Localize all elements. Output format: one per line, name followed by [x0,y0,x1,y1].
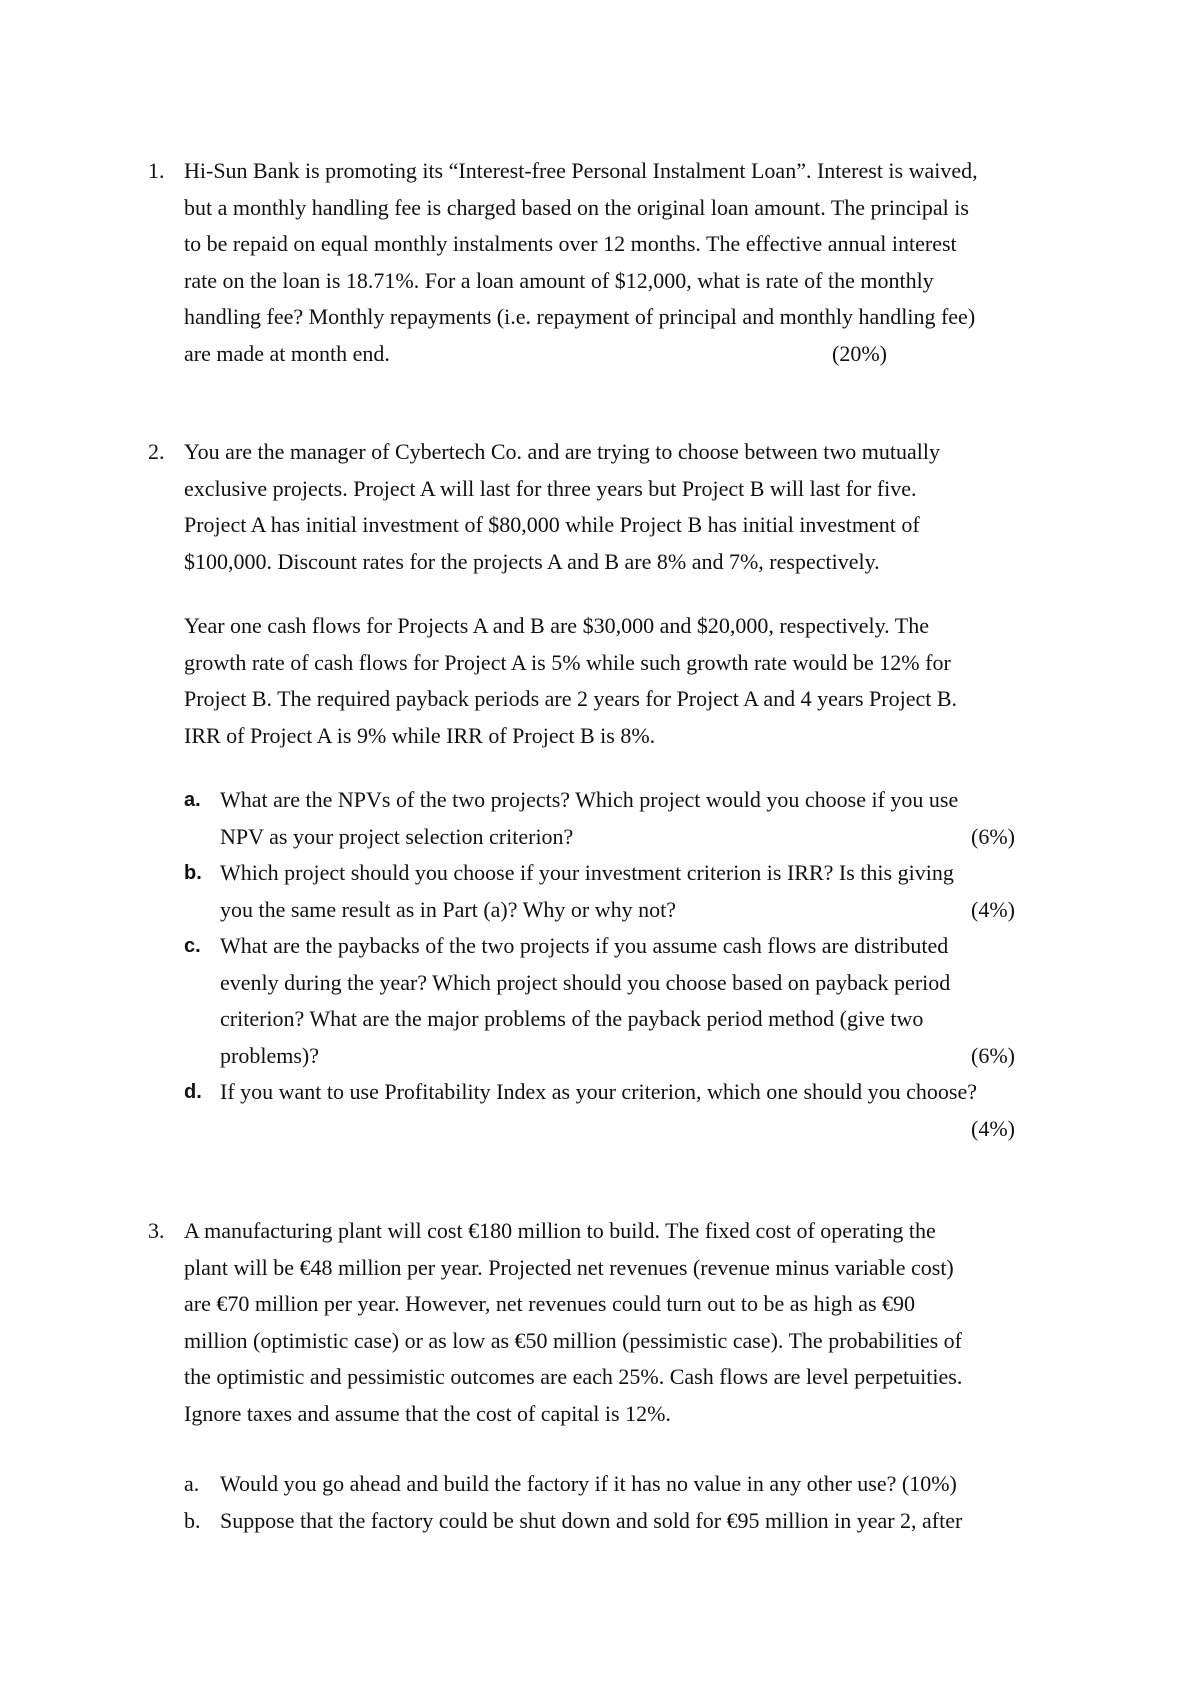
text-line: to be repaid on equal monthly instalments over 12 months. The effective annual interest [184,231,957,256]
text-line-with-mark [184,336,1068,373]
question-number: 1. [148,158,165,183]
sub-question-letter: d. [184,1081,202,1103]
sub-question-c [184,928,1068,1074]
question-body [184,434,1068,1147]
text-line-with-mark [220,1038,1068,1075]
text-line: What are the paybacks of the two projects if you assume cash flows are distributed [220,933,949,958]
text-line: Year one cash flows for Projects A and B are $30,000 and $20,000, respectively. The [184,613,929,638]
text-line: rate on the loan is 18.71%. For a loan amount of $12,000, what is rate of the monthly [184,267,934,293]
text-line: exclusive projects. Project A will last for three years but Project B will last for five. [184,475,917,501]
text-line: are made at month end. [184,340,390,366]
sub-question-a [184,782,1068,855]
text-line: Project B. The required payback periods are 2 years for Project A and 4 years Project B. [184,686,958,711]
question-body [184,153,1068,372]
text-line: evenly during the year? Which project should you choose based on payback period [220,969,951,995]
paragraph-gap [184,580,1068,608]
sub-question-letter: b. [184,1507,201,1533]
text-line: What are the NPVs of the two projects? Which project would you choose if you use [220,787,959,812]
marks-line [220,1111,1068,1148]
sub-question-b [184,855,1068,928]
text-line: You are the manager of Cybertech Co. and are trying to choose between two mutually [184,439,940,464]
text-line-with-mark [220,892,1068,929]
marks-label: (20%) [832,340,887,366]
marks-label: (4%) [971,1115,1015,1141]
text-line: million (optimistic case) or as low as €50 million (pessimistic case). The probabilities of [184,1327,963,1353]
text-line: Would you go ahead and build the factory if it has no value in any other use? (10%) [220,1471,957,1496]
sub-question-letter: a. [184,1471,200,1496]
sub-question-d [184,1074,1068,1147]
text-line: problems)? [220,1042,319,1068]
paragraph-gap [184,1432,1068,1466]
question-number: 2. [148,439,165,464]
text-line: Ignore taxes and assume that the cost of capital is 12%. [184,1400,671,1426]
marks-label: (6%) [971,823,1015,849]
text-line: NPV as your project selection criterion? [220,823,574,849]
text-line: the optimistic and pessimistic outcomes are each 25%. Cash flows are level perpetuities. [184,1364,963,1389]
text-line: A manufacturing plant will cost €180 million to build. The fixed cost of operating the [184,1218,936,1243]
text-line: you the same result as in Part (a)? Why or why not? [220,896,676,922]
paragraph-gap [184,754,1068,782]
text-line: Which project should you choose if your investment criterion is IRR? Is this giving [220,860,954,885]
marks-label: (4%) [971,896,1015,922]
text-line: $100,000. Discount rates for the projects A and B are 8% and 7%, respectively. [184,548,880,574]
question-number: 3. [148,1218,165,1243]
text-line: but a monthly handling fee is charged based on the original loan amount. The principal is [184,194,969,220]
text-line: handling fee? Monthly repayments (i.e. repayment of principal and monthly handling fee) [184,304,976,329]
marks-label: (6%) [971,1042,1015,1068]
text-line: criterion? What are the major problems of the payback period method (give two [220,1006,924,1031]
text-line: Hi-Sun Bank is promoting its “Interest-free Personal Instalment Loan”. Interest is waived, [184,158,978,183]
text-line: growth rate of cash flows for Project A is 5% while such growth rate would be 12% for [184,649,951,675]
sub-question-letter: b. [184,862,202,884]
sub-question-letter: c. [184,935,201,957]
sub-question-a [184,1466,1068,1503]
sub-question-letter: a. [184,789,201,811]
text-line: are €70 million per year. However, net revenues could turn out to be as high as €90 [184,1291,916,1316]
question-body [184,1213,1068,1539]
sub-question-b [184,1503,1068,1540]
text-line-with-mark [220,819,1068,856]
text-line: plant will be €48 million per year. Projected net revenues (revenue minus variable cost) [184,1254,954,1280]
text-line: Project A has initial investment of $80,000 while Project B has initial investment of [184,512,920,537]
text-line: If you want to use Profitability Index as your criterion, which one should you choose? [220,1079,978,1104]
text-line: Suppose that the factory could be shut down and sold for €95 million in year 2, after [220,1507,963,1533]
text-line: IRR of Project A is 9% while IRR of Project B is 8%. [184,722,656,748]
